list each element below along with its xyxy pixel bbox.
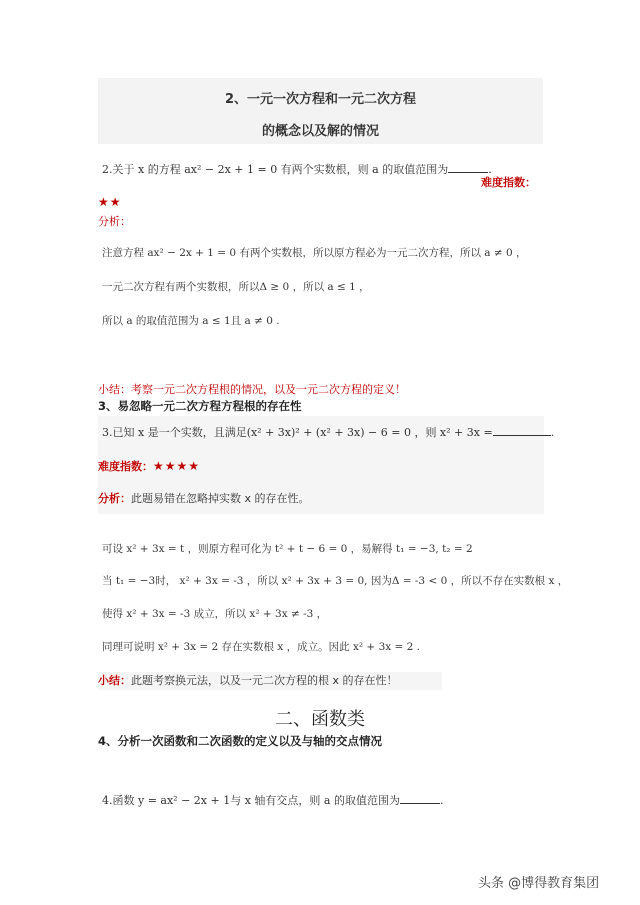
- analysis-row: [98, 490, 310, 506]
- summary-text: 考察一元二次方程根的情况，以及一元二次方程的定义！: [131, 383, 406, 396]
- analysis-line-3: 所以 a 的取值范围为 a ≤ 1且 a ≠ 0 .: [102, 315, 280, 327]
- analysis-label: 分析：: [98, 492, 131, 505]
- analysis-line-1: 注意方程 ax² − 2x + 1 = 0 有两个实数根，所以原方程必为一元二次方程，所以 a ≠ 0 ，: [102, 247, 527, 259]
- solution-line-2: 当 t₁ = −3时， x² + 3x = -3 ，所以 x² + 3x + 3 = 0, 因为Δ = -3 < 0 ，所以不存在实数根 x ，: [102, 575, 569, 587]
- heading-box: [98, 78, 543, 144]
- chapter-title: 二、函数类: [275, 709, 365, 730]
- question-4-text: 4.函数 y = ax² − 2x + 1与 x 轴有交点，则 a 的取值范围为: [102, 794, 400, 807]
- question-3-box: [98, 416, 555, 514]
- watermark: 头条 @博得教育集团: [478, 876, 600, 891]
- analysis-text: 此题易错在忽略掉实数 x 的存在性。: [131, 492, 310, 505]
- difficulty-stars: ★★★★: [153, 459, 201, 473]
- summary-text: 此题考察换元法，以及一元二次方程的根 x 的存在性！: [131, 674, 398, 687]
- question-3-text: 3.已知 x 是一个实数，且满足(x² + 3x)² + (x² + 3x) − 6 = 0 ，则 x² + 3x =: [102, 426, 493, 439]
- question-4: 4.函数 y = ax² − 2x + 1与 x 轴有交点，则 a 的取值范围为 .: [102, 794, 444, 807]
- answer-blank: [400, 792, 440, 804]
- difficulty-row: [98, 458, 200, 474]
- question-3: 3.已知 x 是一个实数，且满足(x² + 3x)² + (x² + 3x) − 6 = 0 ，则 x² + 3x = .: [102, 426, 555, 439]
- heading-line-2: 的概念以及解的情况: [261, 124, 379, 139]
- analysis-line-2: 一元二次方程有两个实数根，所以Δ ≥ 0 ，所以 a ≤ 1 ，: [102, 281, 370, 293]
- solution-line-3: 使得 x² + 3x = -3 成立，所以 x² + 3x ≠ -3 ，: [102, 608, 328, 620]
- solution-line-1: 可设 x² + 3x = t ，则原方程可化为 t² + t − 6 = 0 ，易解得 t₁ = −3, t₂ = 2: [102, 543, 473, 555]
- difficulty-stars: ★★: [98, 195, 122, 209]
- answer-blank: [493, 424, 551, 436]
- section-3-title: 3、易忽略一元二次方程方程根的存在性: [98, 399, 302, 413]
- difficulty-label: 难度指数：: [481, 176, 536, 189]
- heading-line-1: 2、一元一次方程和一元二次方程: [224, 92, 417, 107]
- summary-1: [98, 381, 406, 397]
- question-2-text: 2.关于 x 的方程 ax² − 2x + 1 = 0 有两个实数根，则 a 的取值范围为: [102, 163, 449, 176]
- section-4-title: 4、分析一次函数和二次函数的定义以及与轴的交点情况: [98, 734, 382, 748]
- question-2: 2.关于 x 的方程 ax² − 2x + 1 = 0 有两个实数根，则 a 的取值范围为 .: [102, 163, 492, 176]
- difficulty-label: 难度指数：: [98, 460, 153, 473]
- solution-line-4: 同理可说明 x² + 3x = 2 存在实数根 x ，成立。因此 x² + 3x = 2 .: [102, 641, 421, 653]
- summary-label: 小结：: [98, 383, 131, 396]
- summary-3: [98, 672, 442, 690]
- summary-label: 小结：: [98, 674, 131, 687]
- analysis-label: 分析：: [98, 215, 131, 228]
- answer-blank: [448, 161, 488, 173]
